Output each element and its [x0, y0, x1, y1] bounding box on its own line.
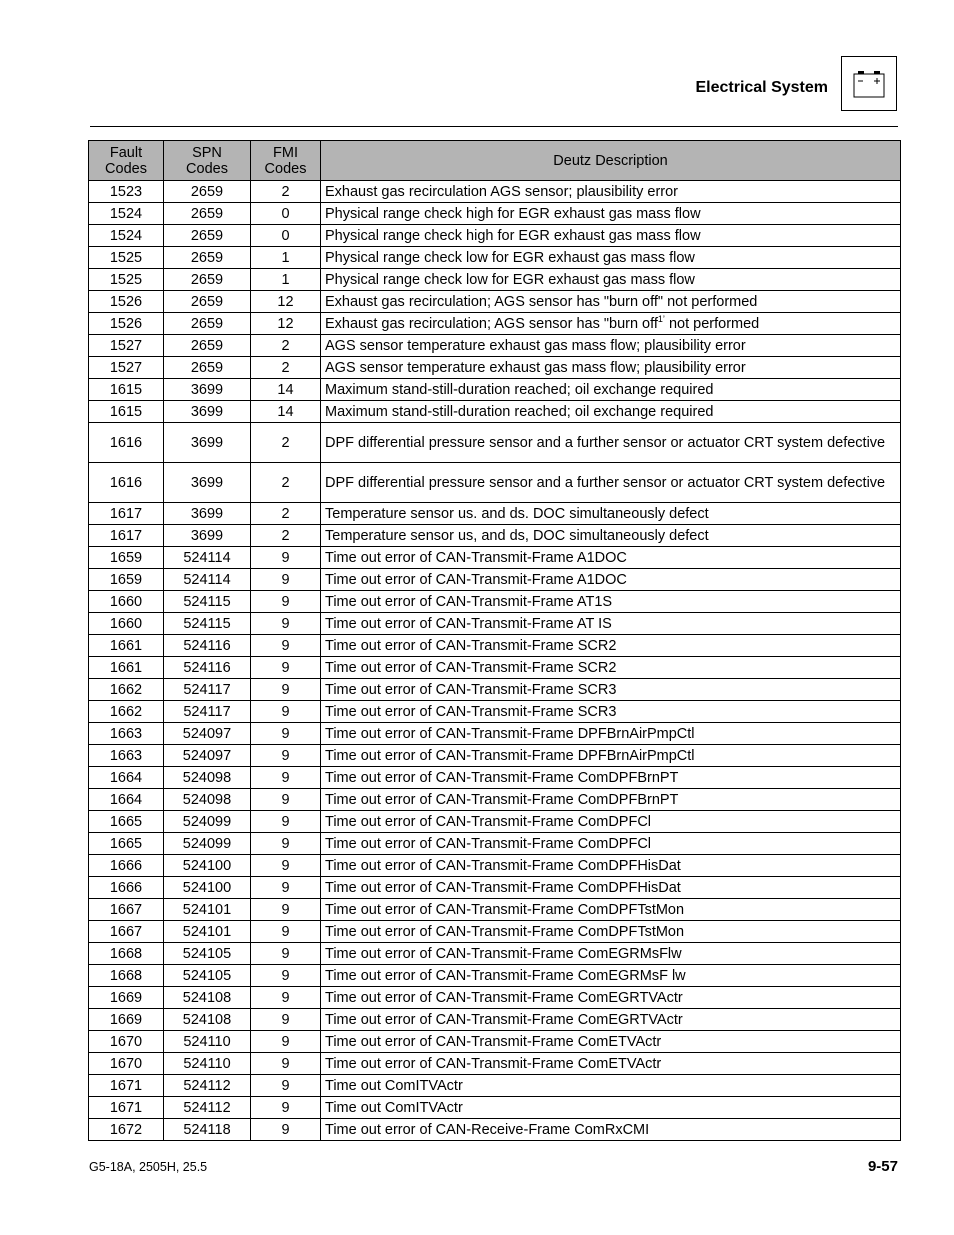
spn-code-cell: 2659: [164, 181, 251, 203]
description-text: Exhaust gas recirculation; AGS sensor has "burn off: [325, 315, 658, 332]
fmi-code-cell: 1: [251, 247, 321, 269]
spn-code-cell: 524108: [164, 1009, 251, 1031]
fault-code-cell: 1664: [89, 789, 164, 811]
fault-code-cell: 1526: [89, 291, 164, 313]
table-row: [89, 269, 901, 291]
table-row: [89, 1119, 901, 1141]
fault-code-cell: 1659: [89, 569, 164, 591]
spn-code-cell: 2659: [164, 203, 251, 225]
spn-code-cell: 524110: [164, 1053, 251, 1075]
spn-code-cell: 524112: [164, 1097, 251, 1119]
table-row: [89, 525, 901, 547]
fmi-code-cell: 9: [251, 745, 321, 767]
table-row: [89, 1053, 901, 1075]
table-row: [89, 723, 901, 745]
description-cell: Time out ComITVActr: [321, 1097, 901, 1119]
table-row: [89, 657, 901, 679]
fmi-code-cell: 9: [251, 635, 321, 657]
spn-code-cell: 524097: [164, 723, 251, 745]
fault-code-cell: 1662: [89, 701, 164, 723]
description-cell: Temperature sensor us, and ds, DOC simultaneously defect: [321, 525, 901, 547]
table-row: [89, 203, 901, 225]
fault-code-cell: 1666: [89, 877, 164, 899]
table-row: [89, 635, 901, 657]
description-cell: Time out error of CAN-Transmit-Frame ComEGRTVActr: [321, 987, 901, 1009]
description-cell: Time out error of CAN-Transmit-Frame ComDPFTstMon: [321, 921, 901, 943]
fmi-code-cell: 9: [251, 899, 321, 921]
spn-code-cell: 524118: [164, 1119, 251, 1141]
description-cell: Temperature sensor us. and ds. DOC simultaneously defect: [321, 503, 901, 525]
fault-code-cell: 1525: [89, 247, 164, 269]
spn-code-cell: 2659: [164, 291, 251, 313]
spn-code-cell: 3699: [164, 525, 251, 547]
fault-code-cell: 1616: [89, 463, 164, 503]
description-cell: Time out error of CAN-Transmit-Frame ComDPFBrnPT: [321, 789, 901, 811]
table-row: [89, 1075, 901, 1097]
fault-code-cell: 1672: [89, 1119, 164, 1141]
table-header-row: [89, 141, 901, 181]
description-cell: Time out error of CAN-Transmit-Frame ComEGRMsFlw: [321, 943, 901, 965]
spn-code-cell: 3699: [164, 503, 251, 525]
table-row: [89, 591, 901, 613]
fault-code-cell: 1615: [89, 401, 164, 423]
table-row: [89, 701, 901, 723]
spn-code-cell: 2659: [164, 269, 251, 291]
table-row: [89, 181, 901, 203]
fmi-code-cell: 9: [251, 1119, 321, 1141]
fmi-code-cell: 9: [251, 921, 321, 943]
spn-code-cell: 2659: [164, 335, 251, 357]
fault-code-cell: 1665: [89, 811, 164, 833]
spn-code-cell: 2659: [164, 247, 251, 269]
description-cell: Physical range check low for EGR exhaust gas mass flow: [321, 269, 901, 291]
description-cell: Time out error of CAN-Transmit-Frame SCR2: [321, 635, 901, 657]
fmi-code-cell: 9: [251, 877, 321, 899]
table-row: [89, 463, 901, 503]
spn-code-cell: 2659: [164, 225, 251, 247]
description-cell: Time out error of CAN-Transmit-Frame ComEGRMsF lw: [321, 965, 901, 987]
fault-code-cell: 1667: [89, 921, 164, 943]
table-row: [89, 789, 901, 811]
table-row: [89, 987, 901, 1009]
description-cell: Exhaust gas recirculation; AGS sensor has "burn off" not performed: [321, 291, 901, 313]
description-cell: Time out error of CAN-Transmit-Frame SCR2: [321, 657, 901, 679]
spn-code-cell: 524099: [164, 833, 251, 855]
fmi-code-cell: 9: [251, 723, 321, 745]
column-header-line: Codes: [105, 160, 147, 177]
header-divider: [90, 126, 898, 127]
spn-code-cell: 524114: [164, 547, 251, 569]
fmi-code-cell: 9: [251, 569, 321, 591]
description-cell: Time out error of CAN-Transmit-Frame ComDPFHisDat: [321, 855, 901, 877]
description-cell: Time out error of CAN-Transmit-Frame ComDPFTstMon: [321, 899, 901, 921]
description-cell: Time out error of CAN-Transmit-Frame SCR3: [321, 701, 901, 723]
fmi-code-cell: 9: [251, 943, 321, 965]
fmi-code-cell: 9: [251, 657, 321, 679]
table-row: [89, 379, 901, 401]
fault-code-cell: 1526: [89, 313, 164, 335]
fault-code-cell: 1615: [89, 379, 164, 401]
fault-code-cell: 1660: [89, 613, 164, 635]
spn-code-cell: 3699: [164, 379, 251, 401]
fmi-code-cell: 2: [251, 335, 321, 357]
fault-code-cell: 1523: [89, 181, 164, 203]
fmi-code-cell: 9: [251, 767, 321, 789]
column-header-line: Codes: [264, 160, 307, 177]
spn-code-cell: 524108: [164, 987, 251, 1009]
fault-code-cell: 1668: [89, 943, 164, 965]
table-row: [89, 899, 901, 921]
fault-code-cell: 1670: [89, 1031, 164, 1053]
description-cell: Time out error of CAN-Transmit-Frame A1DOC: [321, 569, 901, 591]
description-cell: Time out error of CAN-Transmit-Frame DPFBrnAirPmpCtl: [321, 745, 901, 767]
table-row: [89, 833, 901, 855]
description-cell: Time out error of CAN-Transmit-Frame AT1S: [321, 591, 901, 613]
spn-code-cell: 3699: [164, 423, 251, 463]
column-header-line: Fault: [109, 144, 143, 161]
table-row: [89, 745, 901, 767]
fmi-code-cell: 9: [251, 679, 321, 701]
table-row: [89, 1009, 901, 1031]
description-cell: Time out error of CAN-Transmit-Frame ComETVActr: [321, 1031, 901, 1053]
description-cell: Maximum stand-still-duration reached; oil exchange required: [321, 401, 901, 423]
description-cell: Exhaust gas recirculation AGS sensor; plausibility error: [321, 181, 901, 203]
column-header-line: FMI: [273, 144, 298, 161]
description-cell: DPF differential pressure sensor and a further sensor or actuator CRT system defective: [321, 463, 901, 503]
table-row: [89, 547, 901, 569]
fmi-code-cell: 9: [251, 1031, 321, 1053]
fmi-code-cell: 2: [251, 357, 321, 379]
fault-code-cell: 1525: [89, 269, 164, 291]
description-text-tail: not performed: [664, 315, 760, 332]
column-header-description: Deutz Description: [321, 141, 901, 181]
spn-code-cell: 524097: [164, 745, 251, 767]
fault-code-cell: 1617: [89, 525, 164, 547]
spn-code-cell: 524098: [164, 767, 251, 789]
spn-code-cell: 524110: [164, 1031, 251, 1053]
fmi-code-cell: 9: [251, 855, 321, 877]
spn-code-cell: 524099: [164, 811, 251, 833]
document-id: G5-18A, 2505H, 25.5: [89, 1160, 208, 1174]
description-cell: Physical range check high for EGR exhaust gas mass flow: [321, 203, 901, 225]
table-row: [89, 423, 901, 463]
column-header-fmi: [251, 141, 321, 181]
table-row: [89, 247, 901, 269]
table-row: [89, 767, 901, 789]
fault-code-cell: 1668: [89, 965, 164, 987]
fmi-code-cell: 2: [251, 503, 321, 525]
description-cell: Time out error of CAN-Transmit-Frame ComEGRTVActr: [321, 1009, 901, 1031]
fault-code-cell: 1669: [89, 987, 164, 1009]
description-cell: Time out error of CAN-Transmit-Frame AT IS: [321, 613, 901, 635]
battery-icon: [841, 56, 897, 111]
description-cell: Time out error of CAN-Transmit-Frame ComDPFHisDat: [321, 877, 901, 899]
spn-code-cell: 524116: [164, 657, 251, 679]
fault-code-cell: 1524: [89, 225, 164, 247]
fault-code-cell: 1527: [89, 335, 164, 357]
fault-code-cell: 1662: [89, 679, 164, 701]
fmi-code-cell: 9: [251, 811, 321, 833]
table-row: [89, 613, 901, 635]
fmi-code-cell: 9: [251, 1097, 321, 1119]
fmi-code-cell: 9: [251, 591, 321, 613]
spn-code-cell: 524100: [164, 877, 251, 899]
fmi-code-cell: 2: [251, 463, 321, 503]
spn-code-cell: 3699: [164, 401, 251, 423]
fault-code-cell: 1659: [89, 547, 164, 569]
fmi-code-cell: 9: [251, 965, 321, 987]
fmi-code-cell: 0: [251, 203, 321, 225]
description-cell: [321, 313, 901, 335]
table-row: [89, 313, 901, 335]
fault-code-cell: 1669: [89, 1009, 164, 1031]
spn-code-cell: 524105: [164, 965, 251, 987]
column-header-spn: [164, 141, 251, 181]
fmi-code-cell: 9: [251, 1075, 321, 1097]
fault-code-cell: 1663: [89, 723, 164, 745]
fmi-code-cell: 9: [251, 613, 321, 635]
fault-code-cell: 1667: [89, 899, 164, 921]
description-cell: Time out error of CAN-Transmit-Frame ComDPFCl: [321, 811, 901, 833]
spn-code-cell: 524105: [164, 943, 251, 965]
description-cell: Time out error of CAN-Transmit-Frame A1DOC: [321, 547, 901, 569]
table-row: [89, 855, 901, 877]
spn-code-cell: 524114: [164, 569, 251, 591]
description-cell: Time out error of CAN-Receive-Frame ComRxCMI: [321, 1119, 901, 1141]
description-cell: Maximum stand-still-duration reached; oil exchange required: [321, 379, 901, 401]
fault-code-cell: 1617: [89, 503, 164, 525]
fault-code-cell: 1671: [89, 1075, 164, 1097]
fault-code-cell: 1671: [89, 1097, 164, 1119]
table-row: [89, 569, 901, 591]
table-row: [89, 401, 901, 423]
fault-code-cell: 1663: [89, 745, 164, 767]
table-body: [89, 181, 901, 1141]
fmi-code-cell: 14: [251, 379, 321, 401]
fault-code-cell: 1527: [89, 357, 164, 379]
description-cell: Time out error of CAN-Transmit-Frame ComETVActr: [321, 1053, 901, 1075]
description-cell: Time out error of CAN-Transmit-Frame DPFBrnAirPmpCtl: [321, 723, 901, 745]
fmi-code-cell: 12: [251, 313, 321, 335]
spn-code-cell: 524098: [164, 789, 251, 811]
fault-code-cell: 1660: [89, 591, 164, 613]
table-row: [89, 679, 901, 701]
fault-code-cell: 1666: [89, 855, 164, 877]
table-row: [89, 357, 901, 379]
description-cell: DPF differential pressure sensor and a further sensor or actuator CRT system defective: [321, 423, 901, 463]
spn-code-cell: 2659: [164, 313, 251, 335]
fault-code-cell: 1661: [89, 635, 164, 657]
fmi-code-cell: 9: [251, 547, 321, 569]
fmi-code-cell: 9: [251, 701, 321, 723]
table-row: [89, 291, 901, 313]
description-cell: Time out error of CAN-Transmit-Frame ComDPFBrnPT: [321, 767, 901, 789]
table-row: [89, 1031, 901, 1053]
column-header-fault: [89, 141, 164, 181]
fmi-code-cell: 2: [251, 181, 321, 203]
table-row: [89, 943, 901, 965]
table-row: [89, 1097, 901, 1119]
description-cell: Physical range check high for EGR exhaust gas mass flow: [321, 225, 901, 247]
spn-code-cell: 3699: [164, 463, 251, 503]
table-row: [89, 965, 901, 987]
description-cell: AGS sensor temperature exhaust gas mass flow; plausibility error: [321, 335, 901, 357]
table-row: [89, 921, 901, 943]
spn-code-cell: 524115: [164, 591, 251, 613]
column-header-line: Codes: [186, 160, 228, 177]
table-row: [89, 877, 901, 899]
fault-code-cell: 1616: [89, 423, 164, 463]
battery-icon-graphic: [852, 69, 886, 99]
fmi-code-cell: 2: [251, 525, 321, 547]
fmi-code-cell: 9: [251, 833, 321, 855]
fmi-code-cell: 2: [251, 423, 321, 463]
spn-code-cell: 524100: [164, 855, 251, 877]
column-header-line: SPN: [192, 144, 222, 161]
footnote-marker: 1’: [657, 313, 665, 324]
spn-code-cell: 524117: [164, 701, 251, 723]
description-cell: Time out ComITVActr: [321, 1075, 901, 1097]
fault-code-cell: 1665: [89, 833, 164, 855]
fmi-code-cell: 0: [251, 225, 321, 247]
fmi-code-cell: 9: [251, 789, 321, 811]
description-cell: Time out error of CAN-Transmit-Frame SCR3: [321, 679, 901, 701]
description-cell: AGS sensor temperature exhaust gas mass flow; plausibility error: [321, 357, 901, 379]
spn-code-cell: 524101: [164, 921, 251, 943]
spn-code-cell: 524116: [164, 635, 251, 657]
fault-code-cell: 1664: [89, 767, 164, 789]
fmi-code-cell: 9: [251, 1053, 321, 1075]
fmi-code-cell: 9: [251, 987, 321, 1009]
description-cell: Physical range check low for EGR exhaust gas mass flow: [321, 247, 901, 269]
spn-code-cell: 524112: [164, 1075, 251, 1097]
page-number: 9-57: [867, 1158, 898, 1175]
fault-code-cell: 1661: [89, 657, 164, 679]
section-title: Electrical System: [695, 79, 828, 96]
fault-code-cell: 1524: [89, 203, 164, 225]
spn-code-cell: 524101: [164, 899, 251, 921]
table-row: [89, 811, 901, 833]
spn-code-cell: 524117: [164, 679, 251, 701]
spn-code-cell: 524115: [164, 613, 251, 635]
table-row: [89, 335, 901, 357]
table-row: [89, 225, 901, 247]
description-cell: Time out error of CAN-Transmit-Frame ComDPFCl: [321, 833, 901, 855]
fmi-code-cell: 1: [251, 269, 321, 291]
fmi-code-cell: 9: [251, 1009, 321, 1031]
spn-code-cell: 2659: [164, 357, 251, 379]
fmi-code-cell: 12: [251, 291, 321, 313]
table-row: [89, 503, 901, 525]
fmi-code-cell: 14: [251, 401, 321, 423]
fault-code-cell: 1670: [89, 1053, 164, 1075]
fault-codes-table: [88, 140, 901, 1141]
